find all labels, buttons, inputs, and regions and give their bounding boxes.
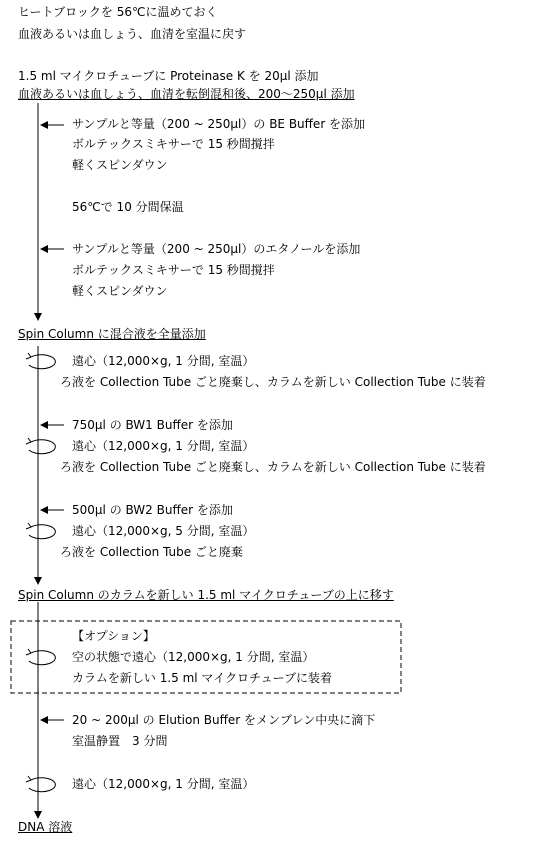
elution-line-2: 室温静置 3 分間 [72,734,168,748]
option-title: 【オプション】 [72,629,155,643]
bw1-add: 750μl の BW1 Buffer を添加 [72,418,233,432]
bw2-line-1: 遠心（12,000×g, 5 分間, 室温） [72,524,255,538]
bw2-add: 500μl の BW2 Buffer を添加 [72,503,233,517]
option-line-1: 空の状態で遠心（12,000×g, 1 分間, 室温） [72,650,315,664]
prep-line-1: ヒートブロックを 56℃に温めておく [18,5,218,19]
add-ethanol-line-3: 軽くスピンダウン [72,284,168,298]
step1-line-1: 1.5 ml マイクロチューブに Proteinase K を 20μl 添加 [18,69,319,83]
centrifuge-icon [26,438,55,454]
bw1-line-2: ろ液を Collection Tube ごと廃棄し、カラムを新しい Collection Tube に装着 [60,460,486,474]
centrifuge-icon [26,649,55,665]
transfer-step: Spin Column のカラムを新しい 1.5 ml マイクロチューブの上に移す [18,588,394,602]
centrifuge1-line-1: 遠心（12,000×g, 1 分間, 室温） [72,354,255,368]
prep-line-2: 血液あるいは血しょう、血清を室温に戻す [18,27,247,41]
step1-line-2: 血液あるいは血しょう、血清を転倒混和後、200～250μl 添加 [18,87,355,101]
elution-line-1: 20 ~ 200μl の Elution Buffer をメンブレン中央に滴下 [72,713,376,727]
add-be-line-3: 軽くスピンダウン [72,158,168,172]
centrifuge-icon [26,353,55,369]
centrifuge-icon [26,523,55,539]
spin-column-step: Spin Column に混合液を全量添加 [18,327,206,341]
centrifuge1-line-2: ろ液を Collection Tube ごと廃棄し、カラムを新しい Collection Tube に装着 [60,375,486,389]
incubate-step: 56℃で 10 分間保温 [72,200,184,214]
final-spin-step: 遠心（12,000×g, 1 分間, 室温） [72,777,255,791]
add-be-line-1: サンプルと等量（200 ~ 250μl）の BE Buffer を添加 [72,117,366,131]
add-ethanol-line-2: ボルテックスミキサーで 15 秒間撹拌 [72,263,275,277]
bw1-line-1: 遠心（12,000×g, 1 分間, 室温） [72,439,255,453]
centrifuge-icon [26,776,55,792]
bw2-line-2: ろ液を Collection Tube ごと廃棄 [60,545,243,559]
option-line-2: カラムを新しい 1.5 ml マイクロチューブに装着 [72,671,332,685]
add-be-line-2: ボルテックスミキサーで 15 秒間撹拌 [72,137,275,151]
result-dna-solution: DNA 溶液 [18,820,73,834]
add-ethanol-line-1: サンプルと等量（200 ~ 250μl）のエタノールを添加 [72,242,361,256]
